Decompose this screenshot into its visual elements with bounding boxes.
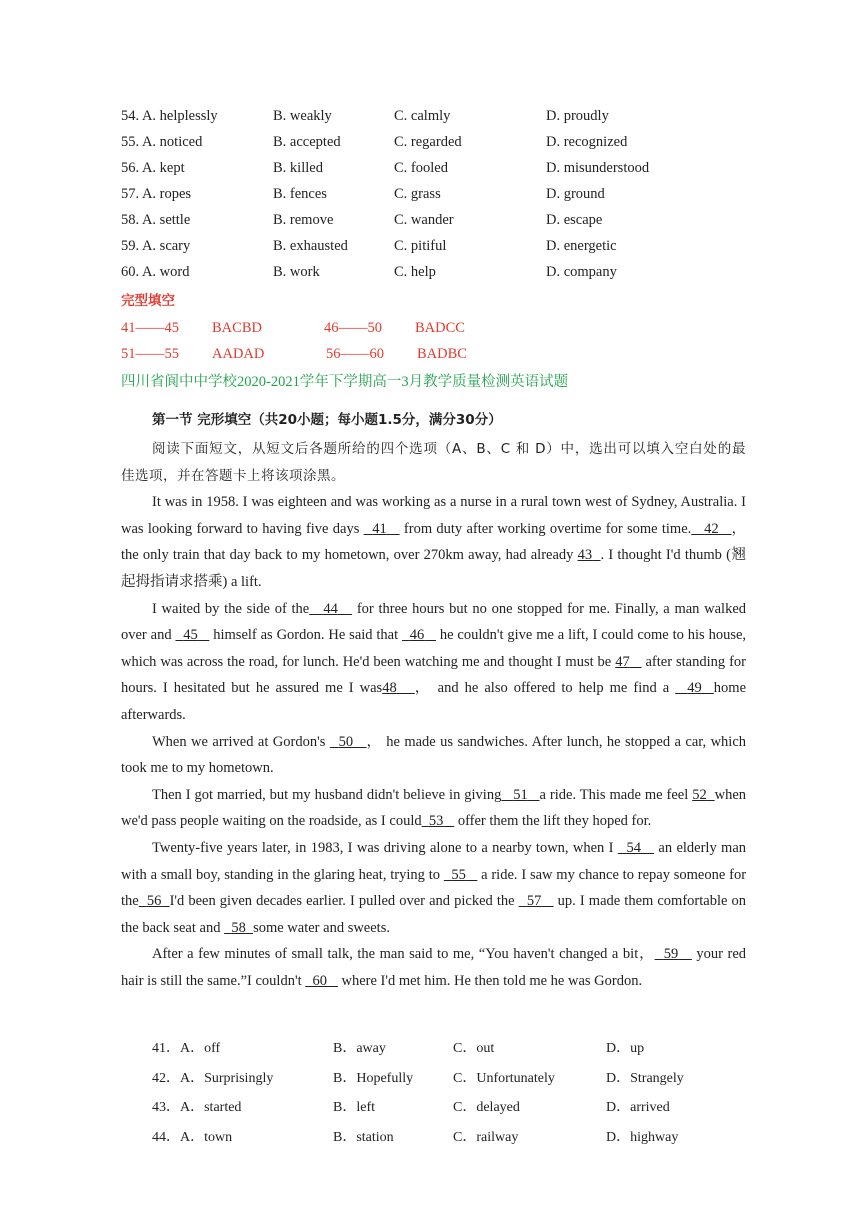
option-a: 55. A. noticed (121, 134, 203, 150)
paragraph-1: It was in 1958. I was eighteen and was working as a nurse in a rural town west of Sydney, Australia. I was looking forward to having five days 41 from duty after working overtime for some time. 42 ， the only train that day back to my hometown, over 270km away, had already 43 . I thought I'd thumb (翘起拇指请求搭乘) a lift. (121, 494, 746, 590)
answer-key: BADBC (417, 346, 467, 362)
option-c: C. fooled (394, 160, 448, 176)
blank-59: 59 (663, 946, 679, 963)
option-b: B．left (333, 1100, 375, 1115)
option-a: 43．A．started (152, 1100, 242, 1115)
option-d: D. ground (546, 186, 605, 202)
option-a: 54. A. helplessly (121, 108, 218, 124)
paragraph-6: After a few minutes of small talk, the man said to me, “You haven't changed a bit， 59 your red hair is still the same.”I couldn't 60 where I'd met him. He then told me he was Gordon. (121, 946, 747, 989)
option-c: C. regarded (394, 134, 462, 150)
option-row-54 (121, 106, 761, 126)
option-b: B．away (333, 1041, 386, 1056)
option-c: C. calmly (394, 108, 451, 124)
blank-53: 53 (428, 813, 444, 830)
blank-56: 56 (146, 893, 162, 910)
blank-46: 46 (409, 627, 425, 644)
option-a: 57. A. ropes (121, 186, 192, 202)
option-d: D．up (606, 1041, 645, 1056)
article (121, 436, 746, 994)
option-c: C．railway (453, 1130, 519, 1145)
blank-42: 42 (704, 520, 719, 537)
blank-43: 43 (577, 547, 593, 564)
paragraph-3: When we arrived at Gordon's 50 ， he made us sandwiches. After lunch, he stopped a car, which took me to my hometown. (121, 733, 747, 777)
option-row-42 (152, 1068, 752, 1090)
answer-range: 46——50 (324, 320, 382, 336)
option-b: B. work (273, 264, 320, 280)
option-c: C．delayed (453, 1100, 520, 1115)
blank-48: 48 (382, 680, 397, 697)
option-c: C．Unfortunately (453, 1071, 555, 1086)
answer-key: AADAD (212, 346, 265, 362)
blank-54: 54 (626, 839, 642, 856)
option-row-41 (152, 1038, 752, 1060)
paragraph-5: Twenty-five years later, in 1983, I was driving alone to a nearby town, when I 54 an elderly man with a small boy, standing in the glaring heat, trying to 55 a ride. I saw my chance to repay someone for the 56 I'd been given decades earlier. I pulled over and picked the 57 up. I made them comfortable on the back seat and 58 some water and sweets. (121, 839, 747, 936)
answer-heading: 完型填空 (121, 293, 175, 309)
section-title: 第一节 完形填空（共20小题；每小题1.5分，满分30分） (152, 412, 502, 428)
option-d: D．arrived (606, 1100, 670, 1115)
option-a: 58. A. settle (121, 212, 191, 228)
option-c: C. pitiful (394, 238, 447, 254)
option-a: 44．A．town (152, 1130, 233, 1145)
blank-57: 57 (526, 893, 542, 910)
option-b: B. exhausted (273, 238, 348, 254)
paragraph-2: I waited by the side of the 44 for three hours but no one stopped for me. Finally, a man walked over and 45 himself as Gordon. He said that 46 he couldn't give me a lift, I could come to his house, which was across the road, for lunch. He'd been watching me and thought I must be 47 after standing for hours. I hesitated but he assured me I was48 ， and he also offered to help me find a 49 home afterwards. (121, 600, 747, 723)
option-d: D. recognized (546, 134, 628, 150)
option-d: D．highway (606, 1130, 679, 1145)
answer-key: BADCC (415, 320, 465, 336)
option-c: C．out (453, 1041, 495, 1056)
blank-60: 60 (312, 972, 327, 989)
option-a: 59. A. scary (121, 238, 191, 254)
blank-50: 50 (338, 733, 354, 750)
option-row-57 (121, 184, 761, 204)
option-a: 56. A. kept (121, 160, 185, 176)
source-title: 四川省阆中中学校2020-2021学年下学期高一3月教学质量检测英语试题 (121, 374, 569, 390)
option-row-55 (121, 132, 761, 152)
option-row-58 (121, 210, 761, 230)
blank-47: 47 (615, 653, 630, 670)
answer-key: BACBD (212, 320, 262, 336)
option-row-59 (121, 236, 761, 256)
option-row-60 (121, 262, 761, 282)
option-d: D. escape (546, 212, 603, 228)
blank-45: 45 (183, 627, 198, 644)
option-c: C. help (394, 264, 436, 280)
option-d: D. misunderstood (546, 160, 650, 176)
option-b: B．Hopefully (333, 1071, 414, 1086)
option-b: B. remove (273, 212, 334, 228)
answer-range: 41——45 (121, 320, 179, 336)
option-row-44 (152, 1127, 752, 1149)
blank-51: 51 (513, 786, 528, 803)
blank-55: 55 (451, 866, 466, 883)
option-d: D. proudly (546, 108, 609, 124)
option-d: D. energetic (546, 238, 617, 254)
option-row-43 (152, 1097, 752, 1119)
option-d: D．Strangely (606, 1071, 684, 1086)
option-b: B. weakly (273, 108, 332, 124)
option-c: C. wander (394, 212, 454, 228)
option-a: 41．A．off (152, 1041, 221, 1056)
option-b: B．station (333, 1130, 394, 1145)
blank-52: 52 (692, 786, 707, 803)
option-c: C. grass (394, 186, 441, 202)
option-b: B. killed (273, 160, 323, 176)
answer-range: 51——55 (121, 346, 179, 362)
blank-41: 41 (372, 520, 387, 537)
option-a: 60. A. word (121, 264, 190, 280)
blank-58: 58 (231, 919, 246, 936)
answer-range: 56——60 (326, 346, 384, 362)
instructions: 阅读下面短文，从短文后各题所给的四个选项（A、B、C 和 D）中，选出可以填入空白处的最佳选项，并在答题卡上将该项涂黑。 (121, 441, 746, 484)
option-row-56 (121, 158, 761, 178)
blank-44: 44 (323, 600, 338, 617)
paragraph-4: Then I got married, but my husband didn't believe in giving 51 a ride. This made me feel 52 when we'd pass people waiting on the roadside, as I could 53 offer them the lift they hoped for. (121, 786, 747, 830)
option-b: B. fences (273, 186, 327, 202)
option-d: D. company (546, 264, 617, 280)
blank-49: 49 (687, 680, 702, 697)
option-b: B. accepted (273, 134, 341, 150)
option-a: 42．A．Surprisingly (152, 1071, 274, 1086)
